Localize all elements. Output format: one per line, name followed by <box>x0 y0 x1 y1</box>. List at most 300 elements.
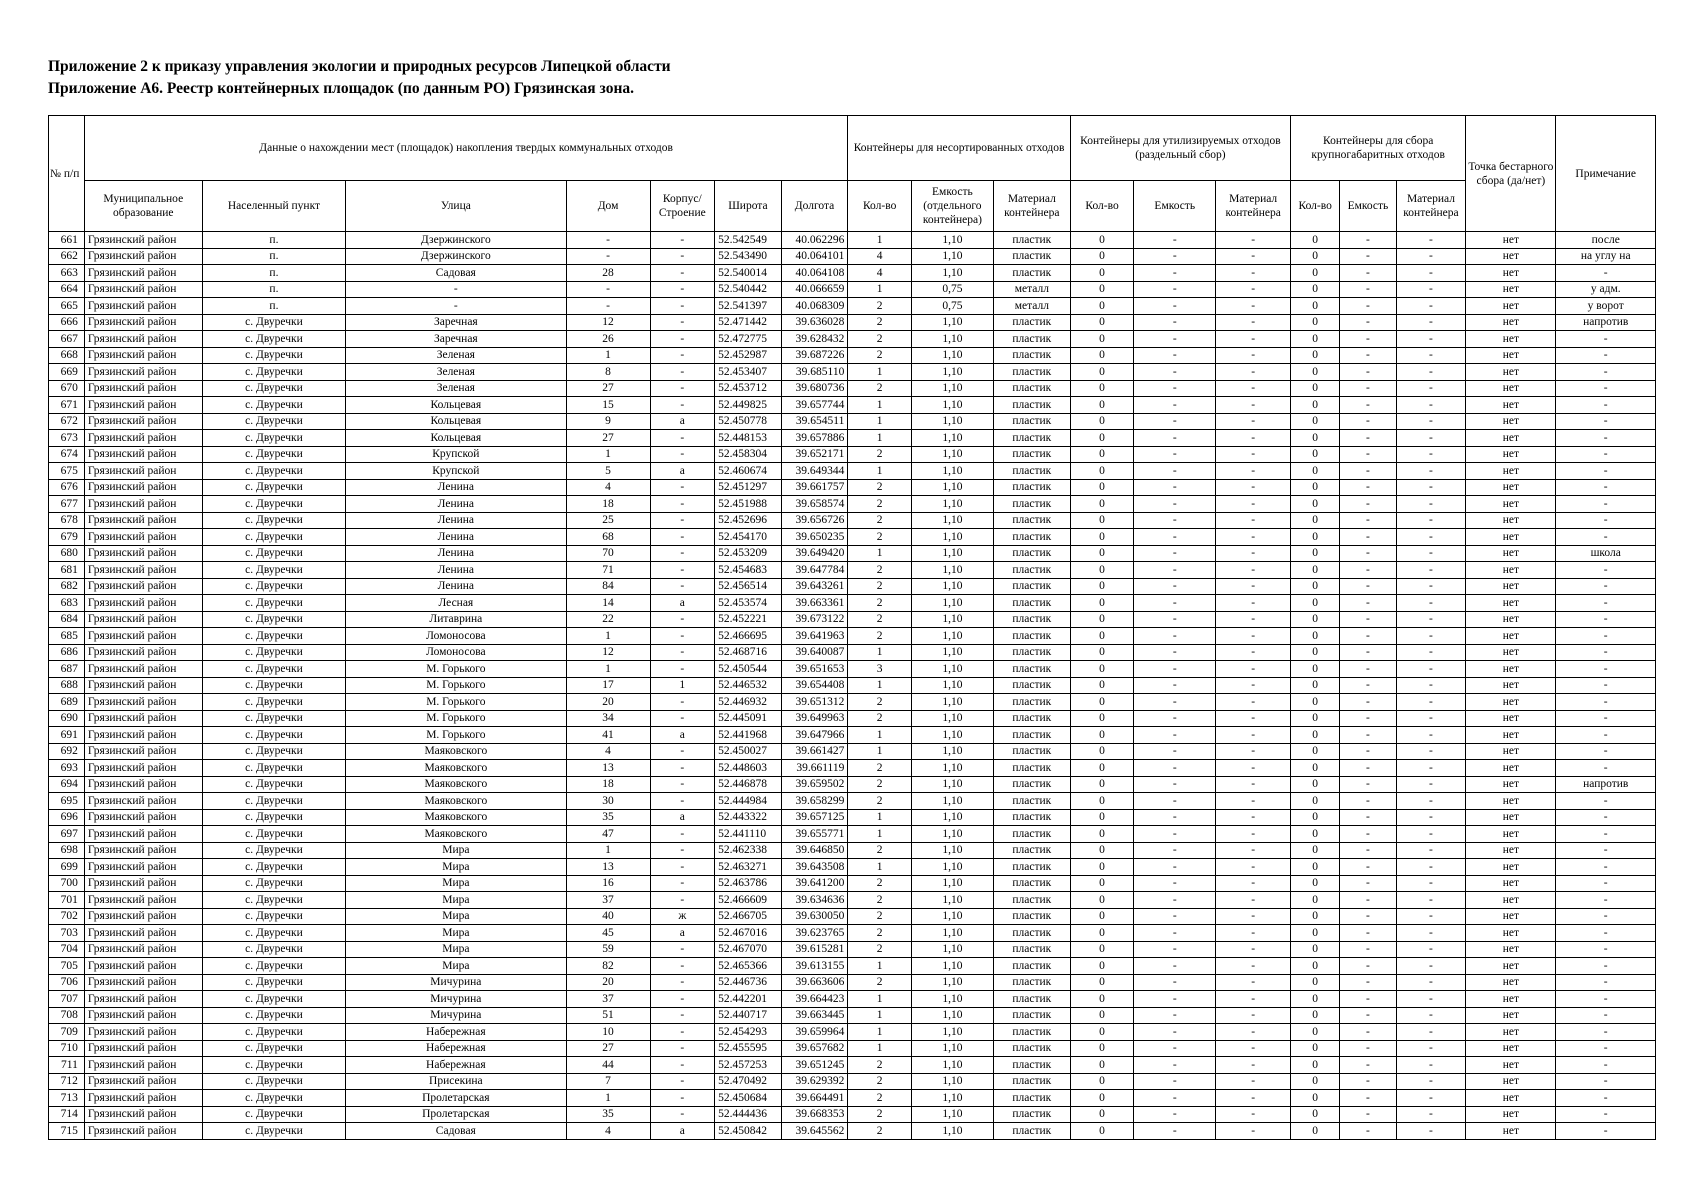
cell-separate-capacity: - <box>1134 611 1216 628</box>
cell-building: - <box>650 974 715 991</box>
cell-latitude: 52.465366 <box>715 958 782 975</box>
cell-unsorted-material: пластик <box>993 347 1070 364</box>
cell-municipality: Грязинский район <box>84 875 202 892</box>
cell-settlement: с. Двуречки <box>202 908 345 925</box>
cell-settlement: с. Двуречки <box>202 776 345 793</box>
table-row <box>49 496 1656 513</box>
cell-bulky-material: - <box>1396 298 1466 315</box>
cell-unsorted-capacity: 1,10 <box>911 529 993 546</box>
cell-note: - <box>1556 578 1656 595</box>
cell-separate-capacity: - <box>1134 281 1216 298</box>
cell-separate-count: 0 <box>1070 710 1134 727</box>
cell-bulky-material: - <box>1396 842 1466 859</box>
cell-bulky-capacity: - <box>1340 776 1396 793</box>
cell-bagless-point: нет <box>1466 380 1556 397</box>
cell-separate-material: - <box>1216 892 1291 909</box>
cell-separate-material: - <box>1216 463 1291 480</box>
cell-municipality: Грязинский район <box>84 380 202 397</box>
cell-bulky-capacity: - <box>1340 232 1396 249</box>
cell-unsorted-capacity: 1,10 <box>911 991 993 1008</box>
cell-separate-count: 0 <box>1070 908 1134 925</box>
cell-latitude: 52.441110 <box>715 826 782 843</box>
cell-row-number: 709 <box>49 1024 85 1041</box>
cell-bagless-point: нет <box>1466 991 1556 1008</box>
cell-row-number: 715 <box>49 1123 85 1140</box>
cell-street: Маяковского <box>346 743 566 760</box>
table-row <box>49 380 1656 397</box>
cell-note: - <box>1556 413 1656 430</box>
cell-unsorted-material: пластик <box>993 1123 1070 1140</box>
table-row <box>49 529 1656 546</box>
cell-street: Мира <box>346 875 566 892</box>
cell-separate-count: 0 <box>1070 545 1134 562</box>
cell-municipality: Грязинский район <box>84 545 202 562</box>
cell-settlement: с. Двуречки <box>202 809 345 826</box>
cell-note: после <box>1556 232 1656 249</box>
cell-settlement: с. Двуречки <box>202 446 345 463</box>
cell-street: Ленина <box>346 562 566 579</box>
cell-unsorted-material: пластик <box>993 265 1070 282</box>
table-row <box>49 727 1656 744</box>
cell-separate-capacity: - <box>1134 578 1216 595</box>
cell-house: 27 <box>566 380 650 397</box>
cell-separate-material: - <box>1216 677 1291 694</box>
cell-municipality: Грязинский район <box>84 727 202 744</box>
cell-latitude: 52.454293 <box>715 1024 782 1041</box>
cell-separate-count: 0 <box>1070 529 1134 546</box>
header-street: Улица <box>346 181 566 232</box>
cell-row-number: 678 <box>49 512 85 529</box>
cell-separate-material: - <box>1216 628 1291 645</box>
cell-settlement: с. Двуречки <box>202 331 345 348</box>
cell-street: Кольцевая <box>346 430 566 447</box>
table-row <box>49 760 1656 777</box>
cell-unsorted-capacity: 1,10 <box>911 1123 993 1140</box>
cell-settlement: с. Двуречки <box>202 941 345 958</box>
cell-bulky-count: 0 <box>1291 595 1340 612</box>
cell-separate-count: 0 <box>1070 248 1134 265</box>
cell-municipality: Грязинский район <box>84 364 202 381</box>
cell-settlement: с. Двуречки <box>202 1123 345 1140</box>
cell-unsorted-capacity: 1,10 <box>911 232 993 249</box>
cell-separate-capacity: - <box>1134 644 1216 661</box>
cell-unsorted-count: 1 <box>848 397 912 414</box>
cell-row-number: 703 <box>49 925 85 942</box>
cell-separate-count: 0 <box>1070 298 1134 315</box>
cell-note: - <box>1556 380 1656 397</box>
cell-settlement: с. Двуречки <box>202 413 345 430</box>
cell-building: - <box>650 1040 715 1057</box>
cell-longitude: 39.615281 <box>781 941 848 958</box>
cell-bulky-capacity: - <box>1340 826 1396 843</box>
cell-house: 17 <box>566 677 650 694</box>
cell-building: - <box>650 776 715 793</box>
cell-separate-capacity: - <box>1134 1090 1216 1107</box>
cell-separate-capacity: - <box>1134 743 1216 760</box>
cell-latitude: 52.541397 <box>715 298 782 315</box>
cell-unsorted-count: 1 <box>848 743 912 760</box>
cell-note: на углу на <box>1556 248 1656 265</box>
cell-unsorted-count: 2 <box>848 479 912 496</box>
cell-unsorted-material: пластик <box>993 446 1070 463</box>
cell-longitude: 39.654511 <box>781 413 848 430</box>
cell-house: 35 <box>566 1106 650 1123</box>
cell-bulky-count: 0 <box>1291 776 1340 793</box>
cell-separate-count: 0 <box>1070 991 1134 1008</box>
cell-bulky-count: 0 <box>1291 793 1340 810</box>
cell-separate-material: - <box>1216 611 1291 628</box>
cell-separate-count: 0 <box>1070 578 1134 595</box>
cell-separate-count: 0 <box>1070 628 1134 645</box>
cell-unsorted-capacity: 1,10 <box>911 380 993 397</box>
cell-bagless-point: нет <box>1466 958 1556 975</box>
cell-unsorted-material: пластик <box>993 859 1070 876</box>
cell-building: - <box>650 1024 715 1041</box>
cell-bulky-count: 0 <box>1291 875 1340 892</box>
header-house: Дом <box>566 181 650 232</box>
cell-street: Маяковского <box>346 760 566 777</box>
cell-house: 1 <box>566 1090 650 1107</box>
cell-row-number: 688 <box>49 677 85 694</box>
cell-separate-material: - <box>1216 644 1291 661</box>
cell-unsorted-capacity: 1,10 <box>911 826 993 843</box>
cell-bulky-capacity: - <box>1340 727 1396 744</box>
cell-bulky-material: - <box>1396 644 1466 661</box>
cell-separate-material: - <box>1216 248 1291 265</box>
cell-separate-count: 0 <box>1070 1040 1134 1057</box>
cell-latitude: 52.440717 <box>715 1007 782 1024</box>
cell-longitude: 39.661427 <box>781 743 848 760</box>
cell-longitude: 39.650235 <box>781 529 848 546</box>
table-row <box>49 793 1656 810</box>
table-row <box>49 611 1656 628</box>
cell-unsorted-capacity: 1,10 <box>911 496 993 513</box>
cell-building: - <box>650 991 715 1008</box>
cell-bulky-material: - <box>1396 760 1466 777</box>
cell-separate-capacity: - <box>1134 974 1216 991</box>
cell-row-number: 674 <box>49 446 85 463</box>
cell-street: Лесная <box>346 595 566 612</box>
cell-settlement: с. Двуречки <box>202 661 345 678</box>
cell-unsorted-material: пластик <box>993 248 1070 265</box>
cell-street: Маяковского <box>346 809 566 826</box>
cell-latitude: 52.445091 <box>715 710 782 727</box>
cell-bulky-material: - <box>1396 793 1466 810</box>
cell-settlement: с. Двуречки <box>202 710 345 727</box>
cell-unsorted-count: 1 <box>848 1024 912 1041</box>
cell-bagless-point: нет <box>1466 1073 1556 1090</box>
cell-unsorted-count: 2 <box>848 1057 912 1074</box>
cell-bulky-capacity: - <box>1340 974 1396 991</box>
cell-note: - <box>1556 1123 1656 1140</box>
cell-note: - <box>1556 529 1656 546</box>
cell-building: - <box>650 611 715 628</box>
cell-municipality: Грязинский район <box>84 892 202 909</box>
cell-house: 68 <box>566 529 650 546</box>
cell-separate-capacity: - <box>1134 347 1216 364</box>
cell-bulky-material: - <box>1396 875 1466 892</box>
cell-row-number: 686 <box>49 644 85 661</box>
cell-street: Ленина <box>346 545 566 562</box>
cell-separate-material: - <box>1216 397 1291 414</box>
cell-unsorted-material: пластик <box>993 628 1070 645</box>
cell-building: - <box>650 661 715 678</box>
cell-unsorted-material: пластик <box>993 380 1070 397</box>
cell-unsorted-capacity: 1,10 <box>911 710 993 727</box>
cell-unsorted-capacity: 1,10 <box>911 908 993 925</box>
cell-house: 16 <box>566 875 650 892</box>
cell-bagless-point: нет <box>1466 463 1556 480</box>
cell-unsorted-material: пластик <box>993 232 1070 249</box>
table-row <box>49 661 1656 678</box>
cell-bulky-capacity: - <box>1340 991 1396 1008</box>
cell-unsorted-count: 2 <box>848 529 912 546</box>
cell-municipality: Грязинский район <box>84 595 202 612</box>
cell-bagless-point: нет <box>1466 578 1556 595</box>
cell-separate-capacity: - <box>1134 941 1216 958</box>
cell-bagless-point: нет <box>1466 265 1556 282</box>
cell-bagless-point: нет <box>1466 760 1556 777</box>
cell-separate-count: 0 <box>1070 760 1134 777</box>
cell-street: Пролетарская <box>346 1106 566 1123</box>
cell-latitude: 52.460674 <box>715 463 782 480</box>
cell-separate-capacity: - <box>1134 793 1216 810</box>
cell-separate-count: 0 <box>1070 281 1134 298</box>
cell-bulky-count: 0 <box>1291 1040 1340 1057</box>
cell-bagless-point: нет <box>1466 1123 1556 1140</box>
cell-row-number: 702 <box>49 908 85 925</box>
cell-bulky-count: 0 <box>1291 892 1340 909</box>
cell-building: - <box>650 347 715 364</box>
cell-unsorted-capacity: 1,10 <box>911 562 993 579</box>
table-row <box>49 644 1656 661</box>
cell-bagless-point: нет <box>1466 644 1556 661</box>
cell-latitude: 52.450842 <box>715 1123 782 1140</box>
cell-separate-count: 0 <box>1070 1007 1134 1024</box>
cell-separate-count: 0 <box>1070 958 1134 975</box>
cell-separate-material: - <box>1216 710 1291 727</box>
cell-bulky-count: 0 <box>1291 529 1340 546</box>
cell-separate-material: - <box>1216 991 1291 1008</box>
cell-building: а <box>650 727 715 744</box>
cell-unsorted-material: пластик <box>993 1090 1070 1107</box>
cell-building: - <box>650 265 715 282</box>
cell-row-number: 701 <box>49 892 85 909</box>
cell-bulky-count: 0 <box>1291 298 1340 315</box>
cell-bulky-material: - <box>1396 694 1466 711</box>
cell-separate-material: - <box>1216 314 1291 331</box>
cell-building: - <box>650 430 715 447</box>
cell-latitude: 52.542549 <box>715 232 782 249</box>
cell-house: 40 <box>566 908 650 925</box>
cell-separate-capacity: - <box>1134 776 1216 793</box>
cell-unsorted-capacity: 1,10 <box>911 743 993 760</box>
cell-house: 35 <box>566 809 650 826</box>
table-row <box>49 1123 1656 1140</box>
cell-note: напротив <box>1556 314 1656 331</box>
cell-bulky-count: 0 <box>1291 677 1340 694</box>
cell-separate-capacity: - <box>1134 496 1216 513</box>
cell-bagless-point: нет <box>1466 842 1556 859</box>
cell-street: М. Горького <box>346 661 566 678</box>
cell-building: а <box>650 595 715 612</box>
cell-separate-material: - <box>1216 562 1291 579</box>
cell-bulky-capacity: - <box>1340 479 1396 496</box>
cell-house: 84 <box>566 578 650 595</box>
cell-note: - <box>1556 347 1656 364</box>
cell-separate-capacity: - <box>1134 595 1216 612</box>
cell-bulky-material: - <box>1396 479 1466 496</box>
table-row <box>49 628 1656 645</box>
cell-separate-count: 0 <box>1070 1024 1134 1041</box>
cell-latitude: 52.540014 <box>715 265 782 282</box>
cell-street: Зеленая <box>346 364 566 381</box>
cell-separate-capacity: - <box>1134 760 1216 777</box>
cell-row-number: 712 <box>49 1073 85 1090</box>
cell-row-number: 663 <box>49 265 85 282</box>
cell-note: - <box>1556 677 1656 694</box>
cell-unsorted-capacity: 1,10 <box>911 760 993 777</box>
cell-bulky-material: - <box>1396 661 1466 678</box>
cell-note: - <box>1556 479 1656 496</box>
cell-longitude: 40.068309 <box>781 298 848 315</box>
document-title-line-2: Приложение А6. Реестр контейнерных площадок (по данным РО) Грязинская зона. <box>48 80 634 97</box>
cell-street: М. Горького <box>346 694 566 711</box>
cell-unsorted-material: пластик <box>993 397 1070 414</box>
cell-bulky-count: 0 <box>1291 479 1340 496</box>
cell-row-number: 673 <box>49 430 85 447</box>
cell-settlement: с. Двуречки <box>202 479 345 496</box>
cell-settlement: с. Двуречки <box>202 1057 345 1074</box>
header-unsorted-count: Кол-во <box>848 181 912 232</box>
cell-separate-material: - <box>1216 925 1291 942</box>
cell-settlement: с. Двуречки <box>202 925 345 942</box>
cell-separate-count: 0 <box>1070 974 1134 991</box>
cell-longitude: 39.643261 <box>781 578 848 595</box>
cell-row-number: 705 <box>49 958 85 975</box>
cell-separate-material: - <box>1216 496 1291 513</box>
cell-house: 47 <box>566 826 650 843</box>
cell-settlement: п. <box>202 298 345 315</box>
cell-unsorted-capacity: 1,10 <box>911 545 993 562</box>
cell-street: Крупской <box>346 463 566 480</box>
cell-unsorted-material: пластик <box>993 809 1070 826</box>
cell-bulky-material: - <box>1396 925 1466 942</box>
cell-unsorted-material: пластик <box>993 463 1070 480</box>
cell-municipality: Грязинский район <box>84 397 202 414</box>
cell-unsorted-count: 2 <box>848 496 912 513</box>
cell-note: - <box>1556 1090 1656 1107</box>
cell-separate-capacity: - <box>1134 397 1216 414</box>
cell-separate-material: - <box>1216 776 1291 793</box>
cell-row-number: 689 <box>49 694 85 711</box>
cell-note: - <box>1556 611 1656 628</box>
cell-latitude: 52.466609 <box>715 892 782 909</box>
cell-street: - <box>346 298 566 315</box>
cell-street: Ленина <box>346 479 566 496</box>
cell-street: Заречная <box>346 314 566 331</box>
cell-house: 71 <box>566 562 650 579</box>
cell-municipality: Грязинский район <box>84 710 202 727</box>
cell-bagless-point: нет <box>1466 248 1556 265</box>
cell-settlement: с. Двуречки <box>202 496 345 513</box>
cell-separate-capacity: - <box>1134 727 1216 744</box>
table-row <box>49 578 1656 595</box>
cell-settlement: с. Двуречки <box>202 347 345 364</box>
cell-longitude: 39.655771 <box>781 826 848 843</box>
cell-bulky-material: - <box>1396 1123 1466 1140</box>
cell-longitude: 39.657682 <box>781 1040 848 1057</box>
cell-bulky-capacity: - <box>1340 1090 1396 1107</box>
cell-separate-count: 0 <box>1070 364 1134 381</box>
cell-bulky-capacity: - <box>1340 1106 1396 1123</box>
cell-longitude: 39.657886 <box>781 430 848 447</box>
cell-street: Мира <box>346 941 566 958</box>
cell-bulky-material: - <box>1396 578 1466 595</box>
cell-street: Мира <box>346 925 566 942</box>
cell-bulky-material: - <box>1396 1090 1466 1107</box>
cell-separate-capacity: - <box>1134 908 1216 925</box>
cell-note: - <box>1556 991 1656 1008</box>
cell-note: у ворот <box>1556 298 1656 315</box>
cell-street: Пролетарская <box>346 1090 566 1107</box>
cell-house: 59 <box>566 941 650 958</box>
cell-separate-count: 0 <box>1070 1057 1134 1074</box>
cell-note: - <box>1556 397 1656 414</box>
cell-row-number: 696 <box>49 809 85 826</box>
cell-house: 28 <box>566 265 650 282</box>
table-row <box>49 281 1656 298</box>
cell-bulky-count: 0 <box>1291 545 1340 562</box>
cell-street: Мира <box>346 892 566 909</box>
cell-building: - <box>650 364 715 381</box>
cell-separate-count: 0 <box>1070 595 1134 612</box>
cell-bulky-capacity: - <box>1340 743 1396 760</box>
cell-note: - <box>1556 1073 1656 1090</box>
cell-unsorted-capacity: 1,10 <box>911 809 993 826</box>
cell-street: Мира <box>346 958 566 975</box>
cell-separate-capacity: - <box>1134 232 1216 249</box>
cell-separate-count: 0 <box>1070 809 1134 826</box>
cell-unsorted-material: пластик <box>993 925 1070 942</box>
cell-building: - <box>650 562 715 579</box>
cell-building: - <box>650 826 715 843</box>
cell-bulky-count: 0 <box>1291 496 1340 513</box>
cell-street: М. Горького <box>346 677 566 694</box>
cell-longitude: 39.664423 <box>781 991 848 1008</box>
cell-building: - <box>650 859 715 876</box>
cell-bulky-count: 0 <box>1291 1073 1340 1090</box>
cell-latitude: 52.543490 <box>715 248 782 265</box>
cell-unsorted-material: пластик <box>993 875 1070 892</box>
cell-separate-capacity: - <box>1134 1024 1216 1041</box>
cell-separate-capacity: - <box>1134 430 1216 447</box>
cell-bulky-material: - <box>1396 380 1466 397</box>
cell-latitude: 52.467016 <box>715 925 782 942</box>
cell-settlement: с. Двуречки <box>202 1106 345 1123</box>
cell-bulky-material: - <box>1396 974 1466 991</box>
cell-bagless-point: нет <box>1466 974 1556 991</box>
cell-separate-material: - <box>1216 529 1291 546</box>
cell-unsorted-count: 2 <box>848 446 912 463</box>
cell-building: - <box>650 331 715 348</box>
cell-municipality: Грязинский район <box>84 1057 202 1074</box>
cell-unsorted-count: 1 <box>848 413 912 430</box>
cell-bulky-capacity: - <box>1340 314 1396 331</box>
cell-note: школа <box>1556 545 1656 562</box>
table-row <box>49 1007 1656 1024</box>
cell-bulky-count: 0 <box>1291 710 1340 727</box>
